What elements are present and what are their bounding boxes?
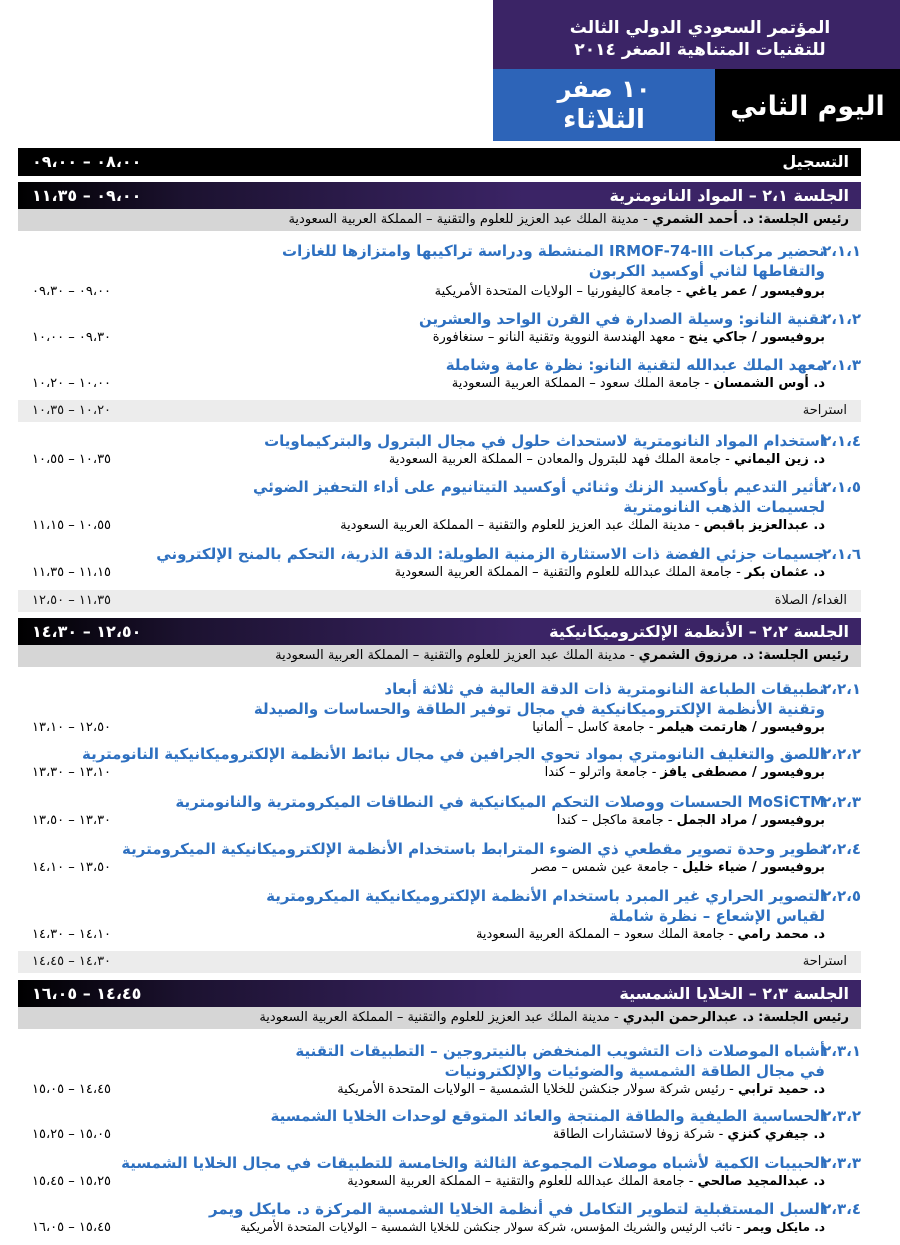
- session-time: ٠٩،٠٠ – ١١،٣٥: [32, 186, 142, 205]
- talk-number: ٢،٢،٣: [822, 793, 861, 811]
- talk-time: ١٣،٣٠ – ١٣،٥٠: [32, 813, 112, 828]
- talk-time: ١٣،١٠ – ١٣،٣٠: [32, 765, 112, 780]
- conference-title-box: [493, 0, 900, 69]
- registration-time: ٠٨،٠٠ – ٠٩،٠٠: [32, 152, 142, 171]
- speaker-name: د. عثمان بكر: [744, 565, 825, 580]
- speaker-affiliation: - جامعة كاليفورنيا – الولايات المتحدة الأمريكية: [434, 284, 686, 299]
- speaker-affiliation: - جامعة ماكجل – كندا: [556, 813, 677, 828]
- session-chair: [18, 645, 861, 667]
- speaker-name: بروفيسور / ضياء خليل: [681, 860, 825, 875]
- break-time: ١١،٣٥ – ١٢،٥٠: [32, 593, 112, 608]
- speaker-name: د. محمد رامي: [737, 927, 825, 942]
- session-header: [18, 980, 861, 1007]
- speaker-affiliation: - جامعة الملك عبدالله للعلوم والتقنية – المملكة العربية السعودية: [347, 1174, 698, 1189]
- speaker-affiliation: - جامعة الملك سعود – المملكة العربية السعودية: [475, 927, 738, 942]
- talk-title: MoSiCTM الحسسات ووصلات التحكم الميكانيكية في النطاقات الميكرومترية والنانومترية: [175, 793, 825, 811]
- talk-time: ١٠،٠٠ – ١٠،٢٠: [32, 376, 112, 391]
- talk-time: ٠٩،٠٠ – ٠٩،٣٠: [32, 284, 112, 299]
- talk-time: ١٥،٠٥ – ١٥،٢٥: [32, 1127, 112, 1142]
- talk-number: ٢،٢،٤: [822, 840, 861, 858]
- speaker-affiliation: - شركة زوفا لاستشارات الطاقة: [552, 1127, 728, 1142]
- conference-title-line1: المؤتمر السعودي الدولي الثالث: [569, 18, 831, 38]
- speaker-affiliation: - جامعة الملك سعود – المملكة العربية السعودية: [451, 376, 714, 391]
- talk-number: ٢،١،٤: [822, 432, 861, 450]
- session-time: ١٤،٤٥ – ١٦،٠٥: [32, 984, 142, 1003]
- talk-time: ١٥،٤٥ – ١٦،٠٥: [32, 1220, 112, 1235]
- speaker-affiliation: - جامعة كاسل – ألمانيا: [532, 720, 658, 735]
- day-box: [715, 69, 900, 141]
- break-label: الغداء/ الصلاة: [774, 593, 847, 608]
- speaker-name: د. عبدالعزيز باقبص: [703, 518, 825, 533]
- talk-title: لقياس الإشعاع – نظرة شاملة: [609, 907, 825, 925]
- speaker-name: د. أوس الشمسان: [713, 376, 825, 391]
- chair-label: رئيس الجلسة:: [758, 648, 849, 663]
- talk-number: ٢،١،١: [822, 242, 861, 260]
- speaker-name: بروفيسور / هارتمت هيلمر: [657, 720, 825, 735]
- talk-number: ٢،٣،١: [822, 1042, 861, 1060]
- break-row: [18, 590, 861, 612]
- talk-time: ١٥،٢٥ – ١٥،٤٥: [32, 1174, 112, 1189]
- talk-title: الحساسية الطيفية والطاقة المنتجة والعائد المتوقع لوحدات الخلايا الشمسية: [270, 1107, 825, 1125]
- day-label: اليوم الثاني: [730, 91, 885, 122]
- talk-title: استخدام المواد النانومترية لاستحداث حلول في مجال البترول والبتركيماويات: [264, 432, 825, 450]
- speaker-name: د. جيفري كنزي: [727, 1127, 825, 1142]
- talk-number: ٢،١،٣: [822, 356, 861, 374]
- chair-name: د. مرزوق الشمري: [638, 648, 754, 663]
- talk-title: معهد الملك عبدالله لتقنية النانو: نظرة عامة وشاملة: [445, 356, 825, 374]
- speaker-affiliation: - جامعة عين شمس – مصر: [531, 860, 682, 875]
- talk-title: تقنية النانو: وسيلة الصدارة في القرن الواحد والعشرين: [419, 310, 825, 328]
- chair-label: رئيس الجلسة:: [758, 1010, 849, 1025]
- talk-title: تطبيقات الطباعة النانومترية ذات الدقة العالية في ثلاثة أبعاد: [384, 680, 825, 698]
- session-title: الجلسة ٢،٣ – الخلايا الشمسية: [619, 984, 849, 1003]
- chair-affiliation: - مدينة الملك عبد العزيز للعلوم والتقنية – المملكة العربية السعودية: [275, 648, 639, 663]
- date-box: [493, 69, 715, 141]
- hijri-date: ١٠ صفر: [557, 75, 651, 103]
- break-label: استراحة: [802, 403, 847, 418]
- talk-time: ١٣،٥٠ – ١٤،١٠: [32, 860, 112, 875]
- talk-number: ٢،٣،٢: [822, 1107, 861, 1125]
- speaker-affiliation: - معهد الهندسة النووية وتقنية النانو – سنغافورة: [432, 330, 689, 345]
- session-title: الجلسة ٢،٢ – الأنظمة الإلكتروميكانيكية: [549, 622, 849, 641]
- talk-number: ٢،٢،٥: [822, 887, 861, 905]
- talk-time: ١٠،٣٥ – ١٠،٥٥: [32, 452, 112, 467]
- talk-title: والتقاطها لثاني أوكسيد الكربون: [588, 262, 825, 280]
- speaker-affiliation: - رئيس شركة سولار جنكشن للخلايا الشمسية – الولايات المتحدة الأمريكية: [337, 1082, 738, 1097]
- speaker-affiliation: - نائب الرئيس والشريك المؤسس، شركة سولار جنكشن للخلايا الشمسية – الولايات المتحدة الأمريكية: [240, 1220, 745, 1234]
- speaker-name: د. عبدالمجيد صالحي: [697, 1174, 825, 1189]
- talk-title: اللصق والتغليف النانومتري بمواد تحوي الجرافين في مجال نبائط الأنظمة الإلكتروميكانيكية النانومترية: [82, 745, 825, 763]
- session-time: ١٢،٥٠ – ١٤،٣٠: [32, 622, 142, 641]
- talk-number: ٢،١،٥: [822, 478, 861, 496]
- talk-title: تحضير مركبات IRMOF-74-III المنشطة ودراسة تراكيبها وامتزازها للغازات: [282, 242, 825, 260]
- talk-title: تأثير التدعيم بأوكسيد الزنك وثنائي أوكسيد التيتانيوم على أداء التحفيز الضوئي: [253, 478, 825, 496]
- talk-time: ١٠،٥٥ – ١١،١٥: [32, 518, 112, 533]
- session-header: [18, 618, 861, 645]
- break-row: [18, 951, 861, 973]
- speaker-name: د. حميد ترابي: [737, 1082, 825, 1097]
- break-row: [18, 400, 861, 422]
- conference-title-line2: للتقنيات المتناهية الصغر ٢٠١٤: [574, 40, 826, 60]
- talk-time: ١٤،٤٥ – ١٥،٠٥: [32, 1082, 112, 1097]
- talk-title: أشباه الموصلات ذات التشويب المنخفض بالنيتروجين – التطبيقات التقنية: [295, 1042, 825, 1060]
- speaker-name: بروفيسور / مصطفى يافز: [660, 765, 825, 780]
- session-title: الجلسة ٢،١ – المواد النانومترية: [609, 186, 849, 205]
- session-chair: [18, 209, 861, 231]
- speaker-name: بروفيسور / جاكي ينج: [688, 330, 825, 345]
- talk-title: لجسيمات الذهب النانومترية: [623, 498, 825, 516]
- talk-number: ٢،٢،٢: [822, 745, 861, 763]
- talk-number: ٢،١،٢: [822, 310, 861, 328]
- chair-affiliation: - مدينة الملك عبد العزيز للعلوم والتقنية – المملكة العربية السعودية: [288, 212, 652, 227]
- talk-title: وتقنية الأنظمة الإلكتروميكانيكية في مجال توفير الطاقة والحساسات والصيدلة: [253, 700, 825, 718]
- session-chair: [18, 1007, 861, 1029]
- talk-title: في مجال الطاقة الشمسية والضوئيات والإلكترونيات: [444, 1062, 825, 1080]
- speaker-name: د. زين اليماني: [734, 452, 825, 467]
- talk-number: ٢،٣،٤: [822, 1200, 861, 1218]
- speaker-name: بروفيسور / عمر ياغي: [685, 284, 825, 299]
- chair-label: رئيس الجلسة:: [758, 212, 849, 227]
- speaker-affiliation: - جامعة الملك عبدالله للعلوم والتقنية – المملكة العربية السعودية: [394, 565, 745, 580]
- talk-time: ١٢،٥٠ – ١٣،١٠: [32, 720, 112, 735]
- speaker-name: د. مايكل ويمر: [744, 1220, 825, 1234]
- talk-time: ١٤،١٠ – ١٤،٣٠: [32, 927, 112, 942]
- talk-title: الحبيبات الكمية لأشباه موصلات المجموعة الثالثة والخامسة للتطبيقات في مجال الخلايا الشمسية: [121, 1154, 825, 1172]
- speaker-affiliation: - مدينة الملك عبد العزيز للعلوم والتقنية – المملكة العربية السعودية: [340, 518, 704, 533]
- talk-number: ٢،١،٦: [822, 545, 861, 563]
- registration-bar: [18, 148, 861, 176]
- talk-number: ٢،٢،١: [822, 680, 861, 698]
- session-header: [18, 182, 861, 209]
- talk-title: التصوير الحراري غير المبرد باستخدام الأنظمة الإلكتروميكانيكية الميكرومترية: [266, 887, 825, 905]
- chair-affiliation: - مدينة الملك عبد العزيز للعلوم والتقنية – المملكة العربية السعودية: [259, 1010, 623, 1025]
- talk-number: ٢،٣،٣: [822, 1154, 861, 1172]
- break-time: ١٤،٣٠ – ١٤،٤٥: [32, 954, 112, 969]
- registration-label: التسجيل: [782, 152, 849, 171]
- talk-title: السبل المستقبلية لتطوير التكامل في أنظمة الخلايا الشمسية المركزة د. مايكل ويمر: [209, 1200, 825, 1218]
- talk-time: ١١،١٥ – ١١،٣٥: [32, 565, 112, 580]
- talk-time: ٠٩،٣٠ – ١٠،٠٠: [32, 330, 112, 345]
- weekday: الثلاثاء: [563, 105, 645, 135]
- chair-name: د. أحمد الشمري: [651, 212, 754, 227]
- talk-title: تطوير وحدة تصوير مقطعي ذي الضوء المترابط باستخدام الأنظمة الإلكتروميكانيكية الميكرومترية: [122, 840, 825, 858]
- chair-name: د. عبدالرحمن البدري: [622, 1010, 754, 1025]
- speaker-affiliation: - جامعة الملك فهد للبترول والمعادن – المملكة العربية السعودية: [388, 452, 734, 467]
- break-label: استراحة: [802, 954, 847, 969]
- speaker-affiliation: - جامعة واترلو – كندا: [544, 765, 661, 780]
- speaker-name: بروفيسور / مراد الجمل: [676, 813, 825, 828]
- talk-title: جسيمات جزئي الفضة ذات الاستثارة الزمنية الطويلة: الدقة الذرية، التحكم بالمنح الإلكتروني: [156, 545, 825, 563]
- break-time: ١٠،٢٠ – ١٠،٣٥: [32, 403, 112, 418]
